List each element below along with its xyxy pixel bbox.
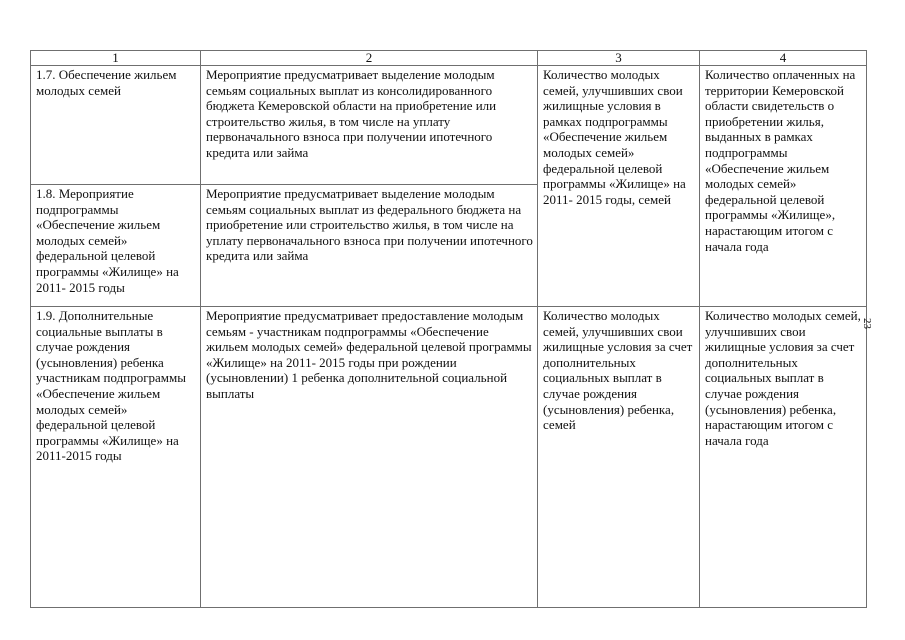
row-1-9-indicator: Количество молодых семей, улучшивших свои жилищные условия за счет дополнительных социальных выплат в случае рождения (усыновления) ребенка, семей xyxy=(538,307,700,608)
row-1-9-description: Мероприятие предусматривает предоставление молодым семьям - участникам подпрограммы «Обеспечение жильем молодых семей» федеральной целевой программы «Жилище» на 2011- 2015 годы при рождении (усыновлении) 1 ребенка дополнительной социальной выплаты xyxy=(201,307,538,608)
merged-indicator-cell: Количество молодых семей, улучшивших свои жилищные условия в рамках подпрограммы «Обеспечение жильем молодых семей» федеральной целевой программы «Жилище» на 2011- 2015 годы, семей xyxy=(538,66,700,307)
table-row xyxy=(31,307,867,608)
row-1-7-description: Мероприятие предусматривает выделение молодым семьям социальных выплат из консолидированного бюджета Кемеровской области на приобретение или строительство жилья, в том числе на уплату первоначального взноса при получении ипотечного кредита или займа xyxy=(201,66,538,185)
merged-measure-cell: Количество оплаченных на территории Кемеровской области свидетельств о приобретении жилья, выданных в рамках подпрограммы «Обеспечение жильем молодых семей» федеральной целевой программы «Жилище», нарастающим итогом с начала года xyxy=(700,66,867,307)
page-number: 23 xyxy=(861,318,873,329)
header-cell-1: 1 xyxy=(31,51,201,66)
row-1-8-title: 1.8. Мероприятие подпрограммы «Обеспечение жильем молодых семей» федеральной целевой программы «Жилище» на 2011- 2015 годы xyxy=(31,185,201,307)
header-cell-4: 4 xyxy=(700,51,867,66)
row-1-9-measure: Количество молодых семей, улучшивших свои жилищные условия за счет дополнительных социальных выплат в случае рождения (усыновления) ребенка, нарастающим итогом с начала года xyxy=(700,307,867,608)
table-header-row xyxy=(31,51,867,66)
document-table xyxy=(30,50,867,608)
row-1-8-description: Мероприятие предусматривает выделение молодым семьям социальных выплат из федерального бюджета на приобретение или строительство жилья, в том числе на уплату первоначального взноса при получении ипотечного кредита или займа xyxy=(201,185,538,307)
header-cell-3: 3 xyxy=(538,51,700,66)
header-cell-2: 2 xyxy=(201,51,538,66)
row-1-9-title: 1.9. Дополнительные социальные выплаты в случае рождения (усыновления) ребенка участникам подпрограммы «Обеспечение жильем молодых семей» федеральной целевой программы «Жилище» на 2011-2015 годы xyxy=(31,307,201,608)
row-1-7-title: 1.7. Обеспечение жильем молодых семей xyxy=(31,66,201,185)
table-row xyxy=(31,66,867,185)
